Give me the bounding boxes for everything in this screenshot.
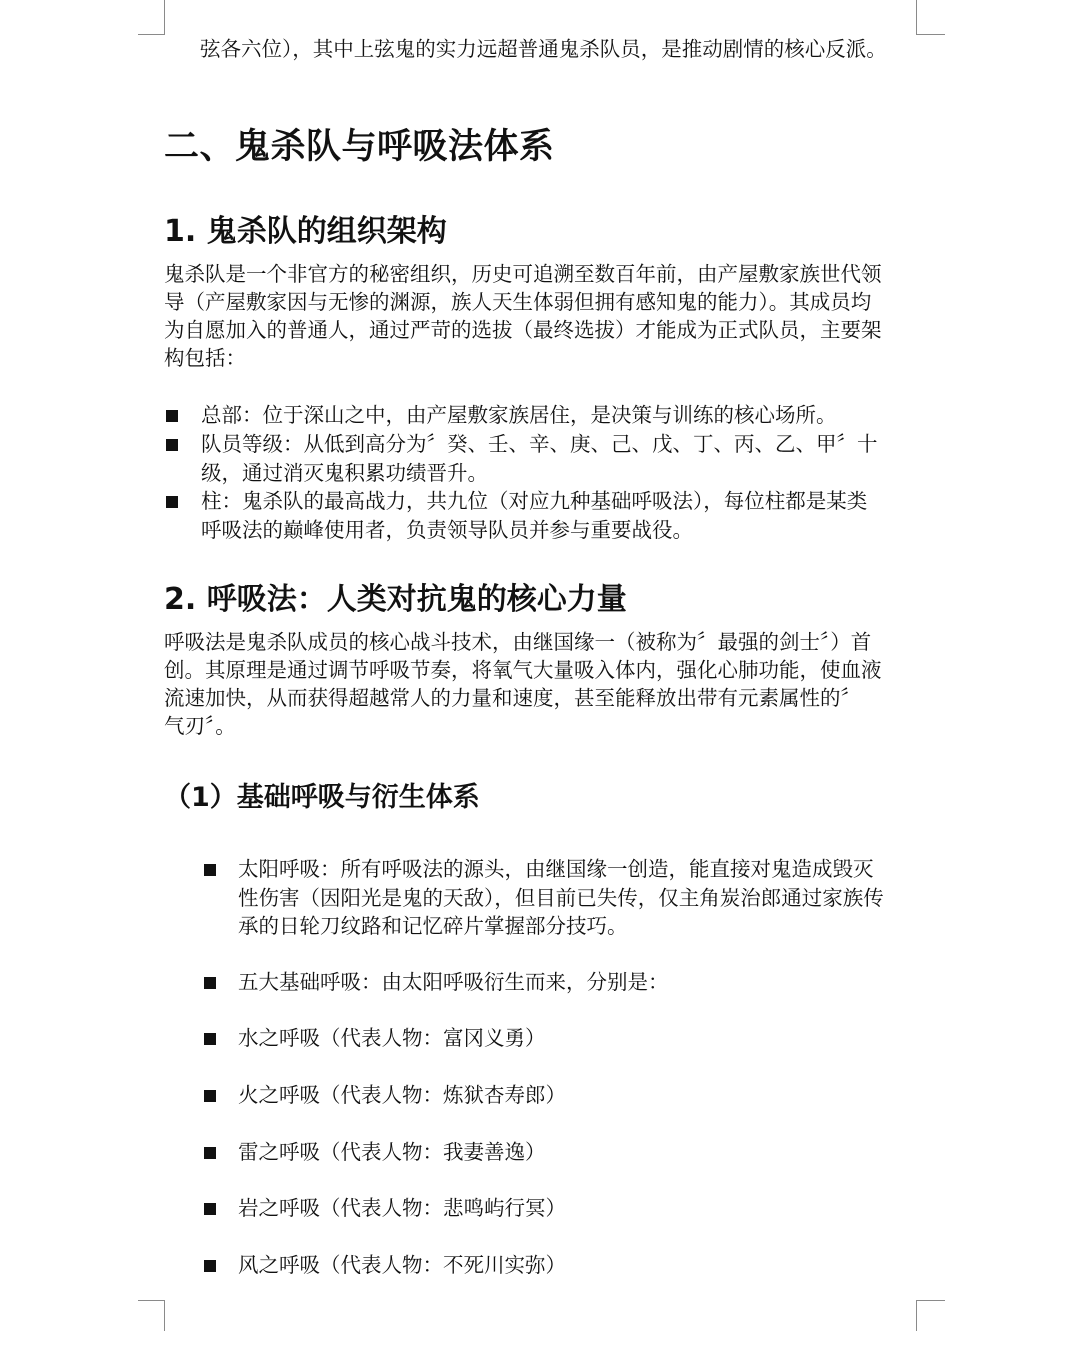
crop-mark-bottom-right — [916, 1300, 945, 1331]
list-item — [166, 487, 867, 544]
list-item — [166, 401, 837, 430]
paragraph-line: 气刃〞。 — [164, 714, 236, 738]
subsection-title-organization: 1. 鬼杀队的组织架构 — [164, 214, 447, 249]
section-title: 二、鬼杀队与呼吸法体系 — [164, 127, 555, 167]
paragraph-line: 流速加快，从而获得超越常人的力量和速度，甚至能释放出带有元素属性的〞 — [164, 686, 861, 710]
list-item-text: 柱：鬼杀队的最高战力，共九位（对应九种基础呼吸法），每位柱都是某类 — [201, 489, 868, 513]
square-bullet-icon — [204, 1260, 216, 1272]
crop-mark-bottom-left — [138, 1300, 165, 1331]
paragraph-line: 创。其原理是通过调节呼吸节奏，将氧气大量吸入体内，强化心肺功能，使血液 — [164, 658, 882, 682]
list-item-text: 性伤害（因阳光是鬼的天敌），但目前已失传，仅主角炭治郎通过家族传 — [238, 885, 884, 910]
list-item — [166, 430, 878, 487]
list-item — [204, 855, 884, 941]
paragraph-line: 为自愿加入的普通人，通过严苛的选拔（最终选拔）才能成为正式队员，主要架 — [164, 318, 882, 342]
list-item-text: 太阳呼吸：所有呼吸法的源头，由继国缘一创造，能直接对鬼造成毁灭 — [238, 857, 874, 881]
list-item-text: 风之呼吸（代表人物：不死川实弥） — [238, 1253, 566, 1277]
list-item-text: 队员等级：从低到高分为〞癸、壬、辛、庚、己、戊、丁、丙、乙、甲〞十 — [201, 432, 878, 456]
square-bullet-icon — [166, 439, 178, 451]
crop-mark-top-left — [138, 0, 165, 35]
list-item-text: 承的日轮刀纹路和记忆碎片掌握部分技巧。 — [238, 914, 628, 938]
list-item-text: 岩之呼吸（代表人物：悲鸣屿行冥） — [238, 1196, 566, 1220]
square-bullet-icon — [204, 1033, 216, 1045]
list-item-text: 总部：位于深山之中，由产屋敷家族居住，是决策与训练的核心场所。 — [201, 403, 837, 427]
paragraph-line: 导（产屋敷家因与无惨的渊源，族人天生体弱但拥有感知鬼的能力）。其成员均 — [164, 290, 872, 314]
paragraph-line: 鬼杀队是一个非官方的秘密组织，历史可追溯至数百年前，由产屋敷家族世代领 — [164, 262, 882, 286]
list-item-text: 火之呼吸（代表人物：炼狱杏寿郎） — [238, 1083, 566, 1107]
list-item-text: 级，通过消灭鬼积累功绩晋升。 — [201, 460, 488, 485]
list-item — [204, 1251, 566, 1280]
continuation-text: 弦各六位），其中上弦鬼的实力远超普通鬼杀队员，是推动剧情的核心反派。 — [200, 37, 887, 61]
square-bullet-icon — [204, 977, 216, 989]
square-bullet-icon — [204, 864, 216, 876]
square-bullet-icon — [204, 1090, 216, 1102]
list-item-text: 雷之呼吸（代表人物：我妻善逸） — [238, 1140, 546, 1164]
square-bullet-icon — [204, 1203, 216, 1215]
list-item — [204, 968, 669, 997]
list-item — [204, 1024, 546, 1053]
crop-mark-top-right — [916, 0, 945, 35]
square-bullet-icon — [166, 496, 178, 508]
paragraph-line: 构包括： — [164, 346, 246, 370]
subsection-title-basic-breathing: （1）基础呼吸与衍生体系 — [164, 782, 480, 813]
square-bullet-icon — [166, 410, 178, 422]
list-item — [204, 1138, 546, 1167]
list-item-text: 五大基础呼吸：由太阳呼吸衍生而来，分别是： — [238, 970, 669, 994]
list-item — [204, 1194, 566, 1223]
list-item-text: 呼吸法的巅峰使用者，负责领导队员并参与重要战役。 — [201, 517, 693, 542]
paragraph-line: 呼吸法是鬼杀队成员的核心战斗技术，由继国缘一（被称为〞最强的剑士〞）首 — [164, 630, 872, 654]
list-item — [204, 1081, 566, 1110]
list-item-text: 水之呼吸（代表人物：富冈义勇） — [238, 1026, 546, 1050]
subsection-title-breathing: 2. 呼吸法：人类对抗鬼的核心力量 — [164, 582, 627, 617]
square-bullet-icon — [204, 1147, 216, 1159]
